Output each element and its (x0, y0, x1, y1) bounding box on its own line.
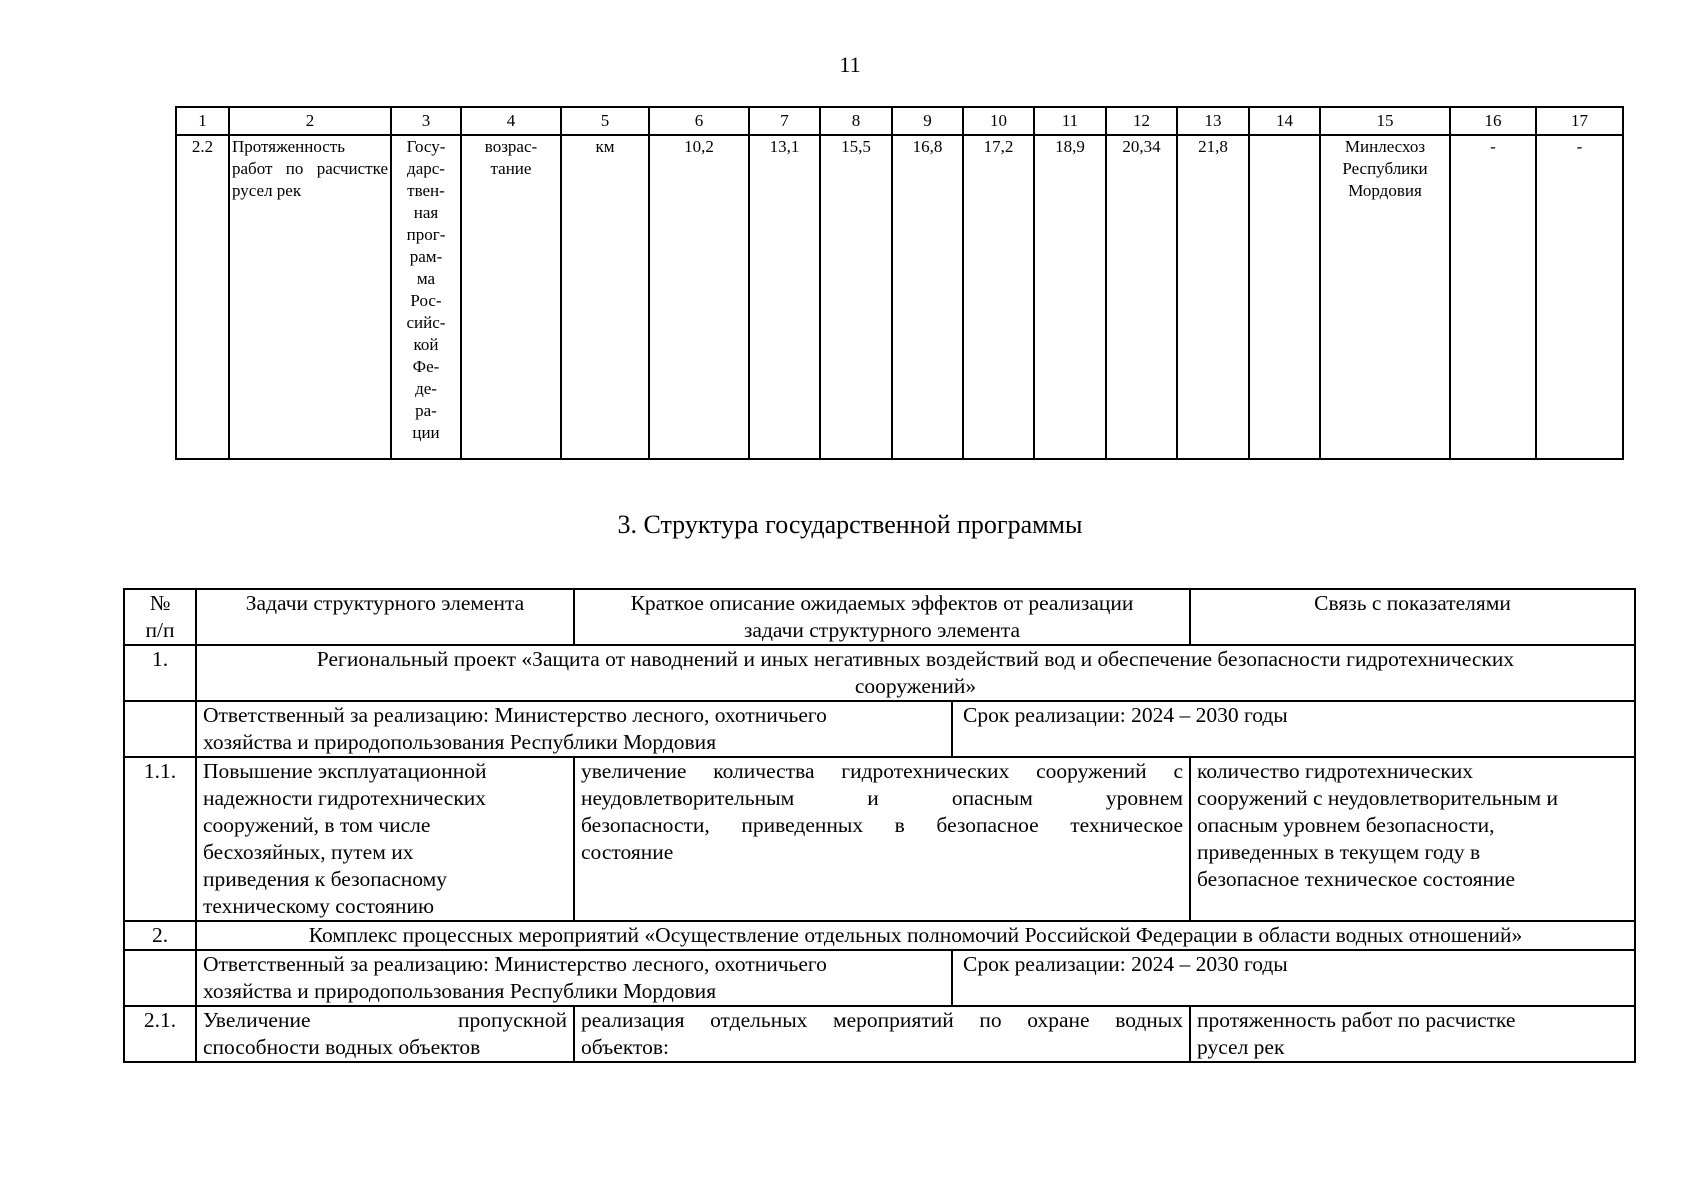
column-header: 10 (963, 107, 1034, 135)
cell-line: увеличение количества гидротехнических сооружений с (581, 759, 1183, 783)
term-text: Срок реализации: 2024 – 2030 годы (963, 703, 1288, 727)
indicator-name (229, 135, 391, 459)
column-header: 11 (1034, 107, 1106, 135)
responsible-cell (196, 950, 1635, 1006)
source-document (391, 135, 461, 459)
item-task (196, 1006, 574, 1062)
value-cell: 13,1 (749, 135, 820, 459)
dynamics (461, 135, 561, 459)
indicators-table (175, 106, 1624, 460)
item-row (124, 757, 1635, 921)
section-number: 1. (124, 645, 196, 701)
cell-line: Республики (1342, 159, 1428, 178)
column-header: 17 (1536, 107, 1623, 135)
value-cell: 17,2 (963, 135, 1034, 459)
cell-line: русел рек (1197, 1035, 1285, 1059)
header-effects-line: задачи структурного элемента (743, 618, 1021, 642)
section-title: 3. Структура государственной программы (617, 510, 1083, 539)
item-link (1190, 757, 1635, 921)
cell-line: сийс- (406, 313, 446, 332)
cell-line: прог- (406, 225, 446, 244)
value-cell: 16,8 (892, 135, 963, 459)
column-header: 13 (1177, 107, 1249, 135)
responsible-text: Ответственный за реализацию: Министерство лесного, охотничьего (203, 952, 827, 976)
header-effects-line: Краткое описание ожидаемых эффектов от реализации (630, 591, 1134, 615)
cell-line: опасным уровнем безопасности, (1197, 813, 1495, 837)
row-number: 2.2 (176, 135, 229, 459)
cell-line: де- (415, 379, 437, 398)
value-cell: 10,2 (649, 135, 749, 459)
column-header: 4 (461, 107, 561, 135)
cell-line: бесхозяйных, путем их (203, 840, 414, 864)
cell-line: ра- (415, 401, 437, 420)
header-link: Связь с показателями (1190, 589, 1635, 645)
responsible-row (124, 950, 1635, 1006)
cell-line: рам- (409, 247, 443, 266)
column-header: 14 (1249, 107, 1320, 135)
page-number: 11 (839, 52, 861, 77)
item-number: 1.1. (124, 757, 196, 921)
column-header: 7 (749, 107, 820, 135)
header-num-line: п/п (145, 618, 175, 642)
cell-line: безопасности, приведенных в безопасное техническое (581, 813, 1183, 837)
section-row (124, 645, 1635, 701)
empty-cell (124, 950, 196, 1006)
responsible-text: хозяйства и природопользования Республики Мордовия (203, 979, 717, 1003)
responsible-org (1320, 135, 1450, 459)
cell-line: техническому состоянию (203, 894, 435, 918)
cell-line: безопасное техническое состояние (1197, 867, 1516, 891)
responsible-text: хозяйства и природопользования Республики Мордовия (203, 730, 717, 754)
cell-line: Минлесхоз (1344, 137, 1426, 156)
section-title-line: сооружений» (854, 674, 977, 698)
table-header-row (176, 107, 1623, 135)
cell-line: объектов: (581, 1035, 669, 1059)
item-number: 2.1. (124, 1006, 196, 1062)
column-header: 16 (1450, 107, 1536, 135)
program-structure-table (123, 588, 1636, 1063)
responsible-text: Ответственный за реализацию: Министерство лесного, охотничьего (203, 703, 827, 727)
cell-line: Повышение эксплуатационной (203, 759, 487, 783)
item-effect (574, 1006, 1190, 1062)
section-title-cell (196, 645, 1635, 701)
cell-line: способности водных объектов (203, 1035, 481, 1059)
cell-line: Фе- (412, 357, 440, 376)
value-cell: 15,5 (820, 135, 892, 459)
column-header: 9 (892, 107, 963, 135)
indicator-name-text: Протяженность работ по расчистке русел рек (232, 137, 388, 200)
cell-line: дарс- (407, 159, 445, 178)
column-header: 3 (391, 107, 461, 135)
header-effects (574, 589, 1190, 645)
item-task (196, 757, 574, 921)
column-header: 1 (176, 107, 229, 135)
col17-cell: - (1536, 135, 1623, 459)
cell-line: ма (416, 269, 436, 288)
cell-line: Рос- (410, 291, 442, 310)
value-cell: 18,9 (1034, 135, 1106, 459)
header-num (124, 589, 196, 645)
unit: км (561, 135, 649, 459)
header-tasks: Задачи структурного элемента (196, 589, 574, 645)
column-header: 2 (229, 107, 391, 135)
value-cell: 20,34 (1106, 135, 1177, 459)
column-header: 6 (649, 107, 749, 135)
cell-line: сооружений с неудовлетворительным и (1197, 786, 1558, 810)
responsible-cell (196, 701, 1635, 757)
cell-line: ная (413, 203, 439, 222)
section-title-cell (196, 921, 1635, 950)
cell-line: ции (412, 423, 440, 442)
cell-line: состояние (581, 840, 674, 864)
section-number: 2. (124, 921, 196, 950)
cell-line: приведения к безопасному (203, 867, 447, 891)
cell-line: протяженность работ по расчистке (1197, 1008, 1516, 1032)
cell-line: Увеличение пропускной (203, 1008, 567, 1032)
table-header-row (124, 589, 1635, 645)
col16-cell: - (1450, 135, 1536, 459)
cell-line: количество гидротехнических (1197, 759, 1474, 783)
cell-line: надежности гидротехнических (203, 786, 487, 810)
cell-line: кой (413, 335, 439, 354)
cell-line: сооружений, в том числе (203, 813, 431, 837)
item-row (124, 1006, 1635, 1062)
column-header: 5 (561, 107, 649, 135)
item-link (1190, 1006, 1635, 1062)
cell-line: реализация отдельных мероприятий по охране водных (581, 1008, 1183, 1032)
cell-line: Мордовия (1348, 181, 1422, 200)
value-cell: 21,8 (1177, 135, 1249, 459)
term-text: Срок реализации: 2024 – 2030 годы (963, 952, 1288, 976)
cell-line: тание (490, 159, 532, 178)
column-header: 8 (820, 107, 892, 135)
item-effect (574, 757, 1190, 921)
cell-line: неудовлетворительным и опасным уровнем (581, 786, 1183, 810)
column-header: 15 (1320, 107, 1450, 135)
header-num-line: № (149, 591, 171, 615)
cell-line: возрас- (484, 137, 538, 156)
responsible-row (124, 701, 1635, 757)
cell-line: Госу- (406, 137, 446, 156)
section-title-line: Комплекс процессных мероприятий «Осуществление отдельных полномочий Российской Федерации в области водных отношений» (308, 923, 1523, 947)
cell-line: твен- (407, 181, 445, 200)
empty-cell (124, 701, 196, 757)
column-header: 12 (1106, 107, 1177, 135)
value-cell (1249, 135, 1320, 459)
cell-line: приведенных в текущем году в (1197, 840, 1481, 864)
section-row (124, 921, 1635, 950)
table-row (176, 135, 1623, 459)
section-title-line: Региональный проект «Защита от наводнений и иных негативных воздействий вод и обеспечение безопасности гидротехнических (316, 647, 1515, 671)
